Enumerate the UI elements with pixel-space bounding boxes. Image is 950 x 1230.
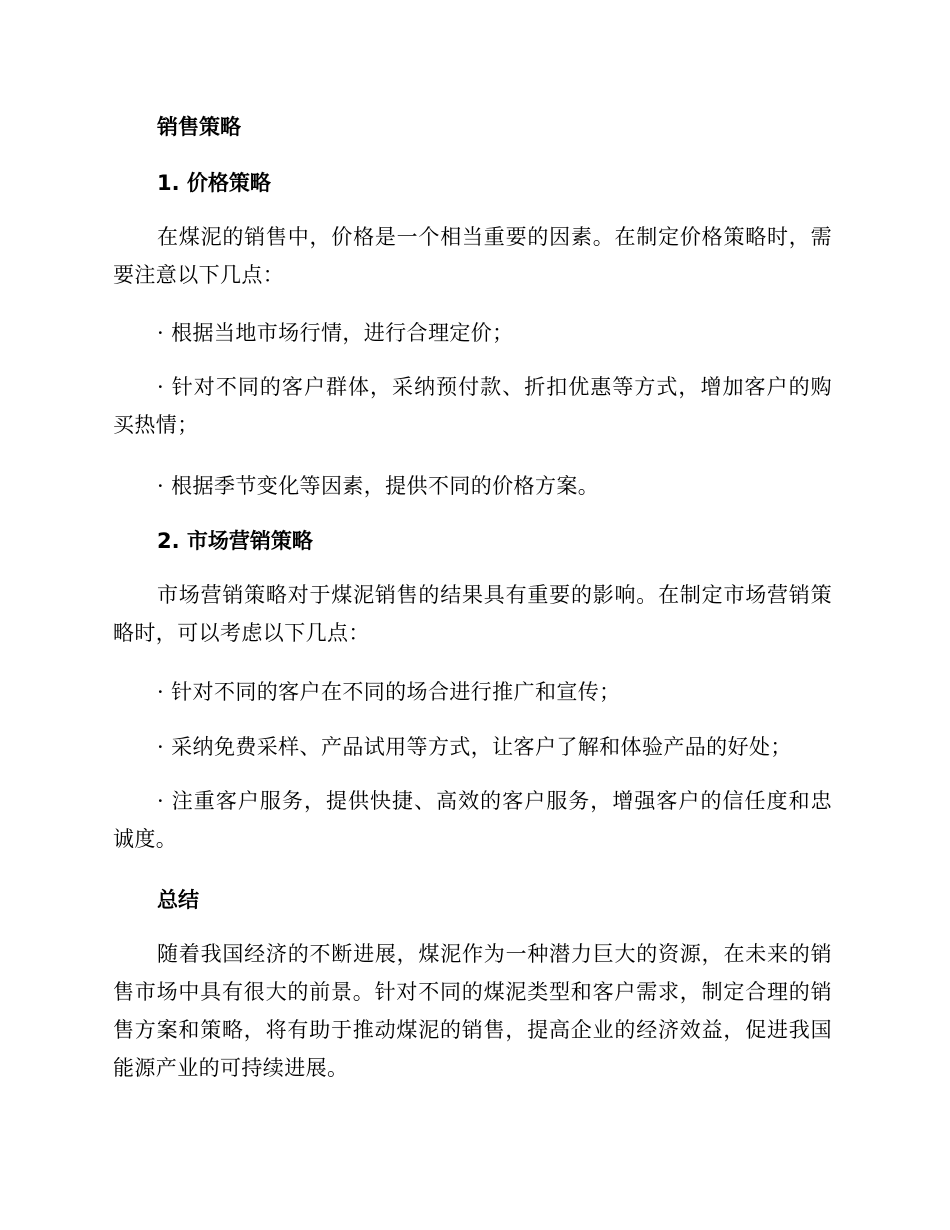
section-1-intro: 在煤泥的销售中，价格是一个相当重要的因素。在制定价格策略时，需要注意以下几点：: [113, 225, 832, 287]
section-1-bullet-3: · 根据季节变化等因素，提供不同的价格方案。: [157, 474, 600, 498]
section-2-intro: 市场营销策略对于煤泥销售的结果具有重要的影响。在制定市场营销策略时，可以考虑以下几点：: [113, 583, 832, 645]
section-1-bullet-1: · 根据当地市场行情，进行合理定价；: [157, 321, 514, 345]
section-2-bullet-2: · 采纳免费采样、产品试用等方式，让客户了解和体验产品的好处；: [157, 735, 792, 759]
section-1-bullet-2: · 针对不同的客户群体，采纳预付款、折扣优惠等方式，增加客户的购买热情；: [113, 375, 832, 437]
summary-body: 随着我国经济的不断进展，煤泥作为一种潜力巨大的资源，在未来的销售市场中具有很大的前景。针对不同的煤泥类型和客户需求，制定合理的销售方案和策略，将有助于推动煤泥的销售，提高企业的经济效益，促进我国能源产业的可持续进展。: [113, 942, 832, 1080]
section-1-title: 1. 价格策略: [157, 171, 271, 195]
section-2-bullet-3: · 注重客户服务，提供快捷、高效的客户服务，增强客户的信任度和忠诚度。: [113, 789, 832, 851]
heading-sales-strategy: 销售策略: [157, 115, 241, 139]
summary-title: 总结: [157, 888, 199, 912]
section-2-bullet-1: · 针对不同的客户在不同的场合进行推广和宣传；: [157, 680, 621, 704]
section-2-title: 2. 市场营销策略: [157, 529, 313, 553]
